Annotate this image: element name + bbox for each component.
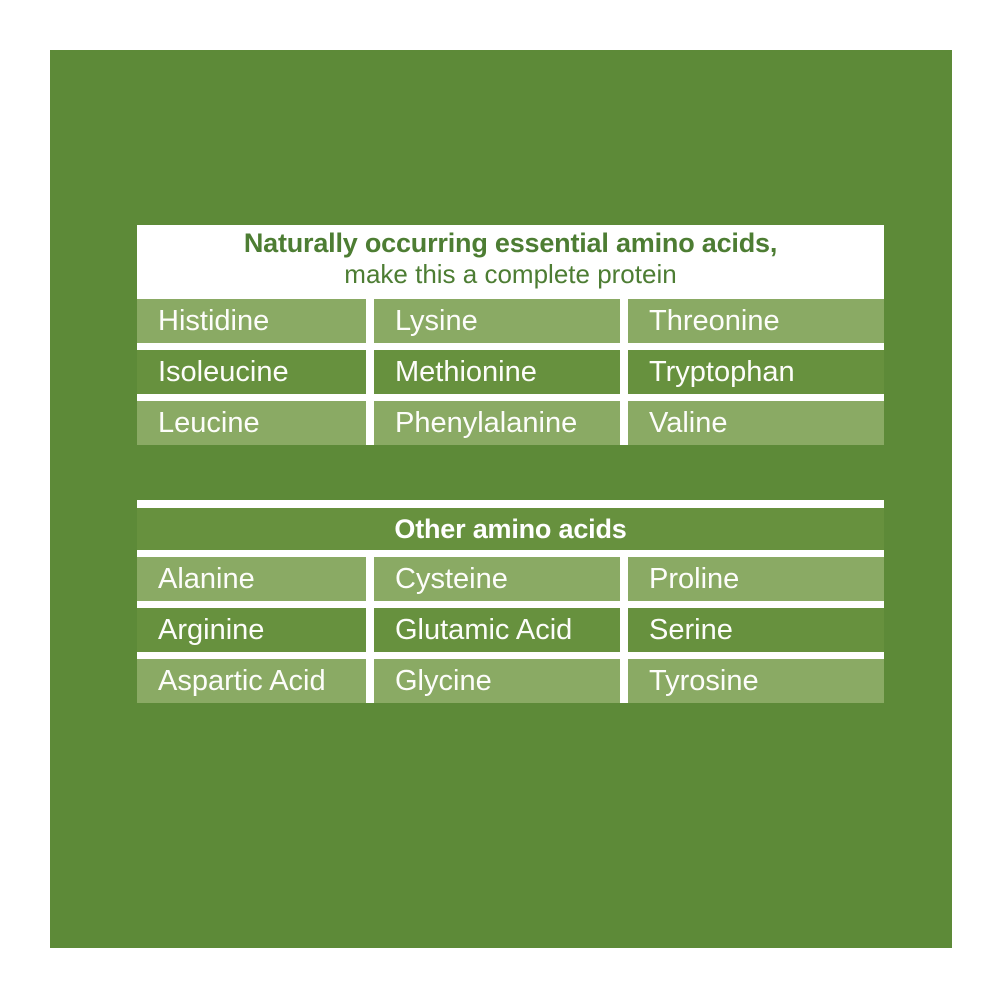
amino-cell-glutamic-acid: Glutamic Acid (374, 608, 620, 652)
amino-cell-tryptophan: Tryptophan (628, 350, 884, 394)
table-row (137, 299, 884, 343)
table-row (137, 401, 884, 445)
amino-cell-valine: Valine (628, 401, 884, 445)
amino-cell-cysteine: Cysteine (374, 557, 620, 601)
amino-cell-threonine: Threonine (628, 299, 884, 343)
amino-cell-arginine: Arginine (137, 608, 366, 652)
amino-cell-alanine: Alanine (137, 557, 366, 601)
essential-amino-acids-table (137, 225, 884, 445)
amino-cell-tyrosine: Tyrosine (628, 659, 884, 703)
table-row (137, 608, 884, 652)
amino-cell-leucine: Leucine (137, 401, 366, 445)
other-amino-acids-table (137, 500, 884, 703)
table-row (137, 557, 884, 601)
amino-cell-methionine: Methionine (374, 350, 620, 394)
green-panel (50, 50, 952, 948)
amino-cell-aspartic-acid: Aspartic Acid (137, 659, 366, 703)
other-table-header (137, 508, 884, 550)
table-row (137, 659, 884, 703)
amino-cell-histidine: Histidine (137, 299, 366, 343)
amino-cell-serine: Serine (628, 608, 884, 652)
amino-cell-isoleucine: Isoleucine (137, 350, 366, 394)
amino-cell-proline: Proline (628, 557, 884, 601)
table-row (137, 350, 884, 394)
amino-cell-glycine: Glycine (374, 659, 620, 703)
amino-cell-phenylalanine: Phenylalanine (374, 401, 620, 445)
essential-table-header (137, 225, 884, 292)
essential-header-subtitle: make this a complete protein (344, 258, 677, 289)
amino-cell-lysine: Lysine (374, 299, 620, 343)
essential-header-title: Naturally occurring essential amino acids, (243, 228, 778, 259)
other-header-title: Other amino acids (394, 513, 627, 544)
